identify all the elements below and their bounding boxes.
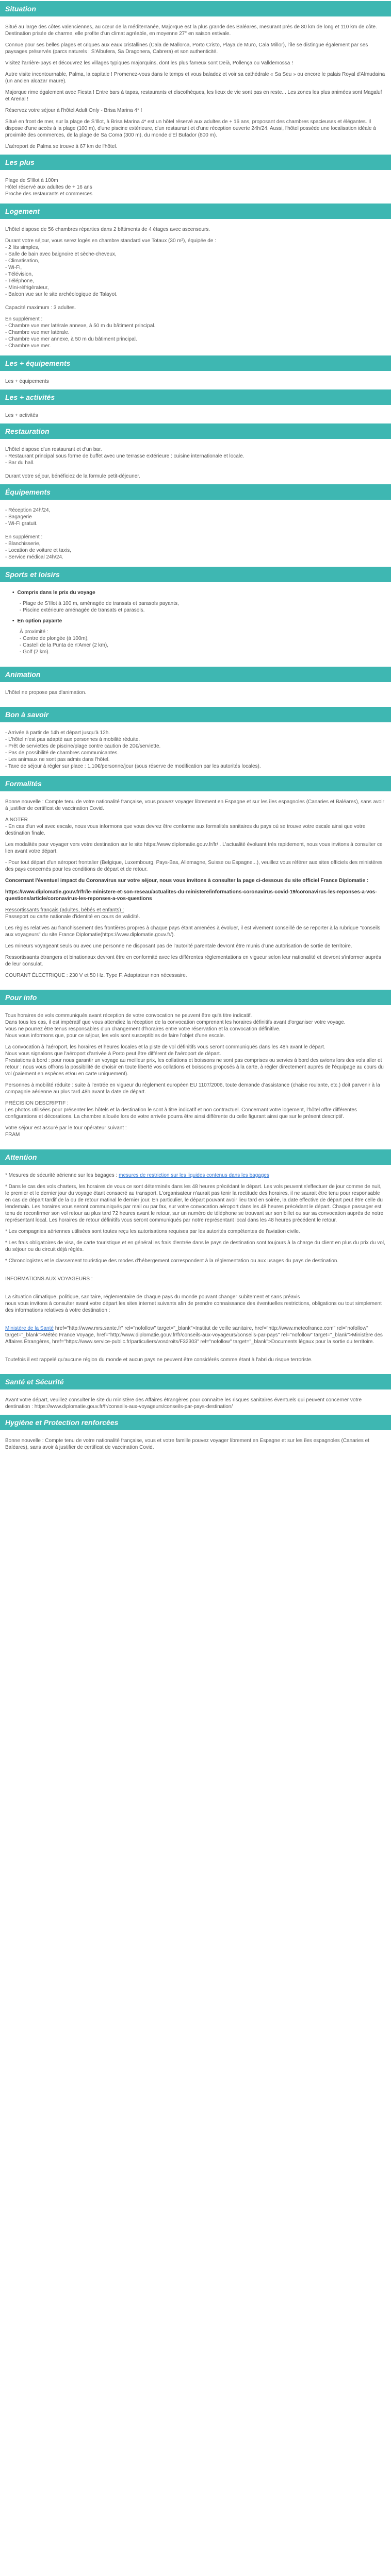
paragraph: Personnes à mobilité réduite : suite à l'entrée en vigueur du règlement européen EU 1107/2006, toute demande d'assistance (chaise roulante, etc.) doit parvenir à la compagnie aérienne au plus tard 48h avant la date de départ. [5, 1082, 380, 1095]
section-logement [0, 226, 391, 354]
list-item: - Chambre vue mer. [5, 343, 51, 349]
list-item: - Service médical 24h/24. [5, 554, 63, 560]
list-item: - Climatisation, [5, 258, 40, 264]
paragraph: Prestations à bord : pour nous garantir un voyage au meilleur prix, les collations et boissons ne sont pas comprises ou servies à bord des avions lors des vols aller et retour : nous vous offrons la possibilité de choisir en toute liberté vos collations et boissons proposés à la carte, à régler directement auprès de l'équipage au cours du vol (paiement en espèces et/ou en carte uniquement). [5, 1058, 384, 1077]
section-bon-a-savoir [0, 730, 391, 775]
paragraph-bold-link: https://www.diplomatie.gouv.fr/fr/le-ministere-et-son-reseau/actualites-du-ministere/informations-coronavirus-covid-19/coronavirus-les-reponses-a-vos-questions/article/coronavirus-les-reponses-a-vos-questions [5, 889, 377, 902]
section-formalites [0, 799, 391, 989]
bullet-heading: • Compris dans le prix du voyage [12, 589, 386, 596]
list-item: - Blanchisserie, [5, 541, 41, 547]
paragraph: A NOTER [5, 817, 28, 823]
section-activites-plus [0, 412, 391, 419]
section-restauration [0, 446, 391, 480]
paragraph: Visitez l'arrière-pays et découvrez les villages typiques majorquins, dont les plus fameux sont Deià, Pollença ou Valldemossa ! [5, 60, 293, 66]
section-hygiene [0, 1437, 391, 1451]
section-header-activites-plus: Les + activités [0, 389, 391, 405]
section-header-formalites: Formalités [0, 776, 391, 791]
list-item: - 2 lits simples, [5, 245, 40, 250]
paragraph: Les mineurs voyageant seuls ou avec une personne ne disposant pas de l'autorité parentale devront être munis d'une autorisation de sortie de territoire. [5, 943, 352, 949]
section-equipements-plus [0, 378, 391, 385]
section-situation [0, 24, 391, 150]
section-header-attention: Attention [0, 1149, 391, 1165]
section-header-situation: Situation [0, 1, 391, 16]
paragraph: L'aéroport de Palma se trouve à 67 km de l'hôtel. [5, 144, 118, 149]
section-header-sports: Sports et loisirs [0, 567, 391, 582]
list-item: Plage de S'Illot à 100m [5, 178, 58, 183]
list-item: - Golf (2 km). [20, 649, 50, 655]
paragraph: Autre visite incontournable, Palma, la capitale ! Promenez-vous dans le temps et vous baladez et voir sa cathédrale « Sa Seu » ou encore le palais Royal d'Almudaina (un ancien alcazar maure). [5, 72, 385, 84]
paragraph: Ressortissants étrangers et binationaux devront être en conformité avec les différentes réglementations en vigueur selon leur nationalité et devront s'informer auprès de leur consulat. [5, 955, 381, 967]
paragraph: Capacité maximum : 3 adultes. [5, 305, 76, 311]
paragraph [5, 1325, 386, 1345]
paragraph-text: href="http://www.mrs.sante.fr" rel="nofollow" target="_blank">Institut de veille sanitaire, href="http://www.meteofrance.com" rel="nofollow" target="_blank">Météo France Voyage, href="http://www.diplomatie.gouv.fr/fr/conseils-aux-voyageurs/conseils-par-pays" rel="nofollow" target="_blank">Ministère des Affaires Étrangères, href="https://www.service-public.fr/particuliers/vosdroits/F32303" rel="nofollow" target="_blank">Documents légaux pour la sortie du territoire. [5, 1326, 383, 1345]
list-item: - Mini-réfrigérateur, [5, 285, 49, 291]
list-item: - Taxe de séjour à régler sur place : 1,10€/personne/jour (sous réserve de modification par les autorités locales). [5, 764, 261, 769]
paragraph: Les + équipements [5, 379, 49, 384]
paragraph: En supplément : [5, 534, 43, 540]
list-item: - Pas de possibilité de chambres communicantes. [5, 750, 119, 756]
paragraph: Toutefois il est rappelé qu'aucune région du monde et aucun pays ne peuvent être considérés comme étant à l'abri du risque terroriste. [5, 1357, 313, 1363]
paragraph: L'hôtel dispose d'un restaurant et d'un bar. [5, 447, 102, 452]
bullet-heading: • En option payante [12, 618, 386, 624]
paragraph: Situé au large des côtes valenciennes, au cœur de la méditerranée, Majorque est la plus grande des Baléares, mesurant près de 80 km de long et 110 km de côte. Destination prisée de charme, elle profite d'un climat agréable, en moyenne 27° en saison estivale. [5, 24, 377, 37]
list-item: - Arrivée à partir de 14h et départ jusqu'à 12h. [5, 730, 110, 736]
section-header-animation: Animation [0, 667, 391, 682]
list-item: - Les animaux ne sont pas admis dans l'hôtel. [5, 757, 110, 762]
paragraph: Dans tous les cas, il est impératif que vous attendiez la réception de la convocation comprenant les horaires définitifs avant d'organiser votre voyage. [5, 1020, 346, 1025]
paragraph: PRÉCISION DESCRIPTIF : [5, 1100, 69, 1106]
paragraph: Durant votre séjour, vous serez logés en chambre standard vue Totaux (30 m²), équipée de : [5, 238, 216, 244]
list-item: - Restaurant principal sous forme de buffet avec une terrasse extérieure : cuisine internationale et locale. [5, 453, 245, 459]
section-header-logement: Logement [0, 204, 391, 219]
list-item: - Téléphone, [5, 278, 34, 284]
paragraph: Ressortissants français (adultes, bébés et enfants) : [5, 907, 124, 913]
paragraph: La situation climatique, politique, sanitaire, réglementaire de chaque pays du monde pouvant changer subitement et sans préavis [5, 1294, 300, 1300]
paragraph: Nous vous signalons que l'aéroport d'arrivée à Porto peut être différent de l'aéroport de départ. [5, 1051, 221, 1057]
paragraph: Réservez votre séjour à l'hôtel Adult Only - Brisa Marina 4* ! [5, 108, 142, 113]
list-item: - Centre de plongée (à 100m), [20, 636, 89, 641]
section-plus [0, 177, 391, 202]
paragraph-bold: Concernant l'éventuel impact du Coronavirus sur votre séjour, nous vous invitons à consulter la page ci-dessous du site officiel France Diplomatie : [5, 878, 369, 884]
paragraph: * Les frais obligatoires de visa, de carte touristique et en général les frais d'entrée dans le pays de destination sont toujours à la charge du client en plus du prix du vol, du séjour ou du circuit déjà réglés. [5, 1240, 385, 1252]
list-item: - Plage de S'Illot à 100 m, aménagée de transats et parasols payants, [20, 601, 179, 606]
list-item: - Castell de la Punta de n'Amer (2 km), [20, 642, 108, 648]
paragraph: nous vous invitons à consulter avant votre départ les sites internet suivants afin de prendre connaissance des éventuelles restrictions, obligations ou tout simplement des informations relatives à votre destination : [5, 1301, 382, 1313]
paragraph: Vous ne pourrez être tenus responsables d'un changement d'horaires entre votre réservation et la convocation définitive. [5, 1026, 281, 1032]
paragraph: Nous vous informons que, pour ce séjour, les vols sont susceptibles de faire l'objet d'une escale. [5, 1033, 225, 1039]
paragraph: L'hôtel ne propose pas d'animation. [5, 690, 87, 696]
list-item: Hôtel réservé aux adultes de + 16 ans [5, 184, 92, 190]
paragraph: INFORMATIONS AUX VOYAGEURS : [5, 1276, 93, 1282]
section-header-equipements: Équipements [0, 484, 391, 500]
paragraph [5, 1172, 386, 1179]
paragraph: Votre séjour est assuré par le tour opérateur suivant : [5, 1125, 127, 1131]
paragraph: * Chronologistes et le classement touristique des modes d'hébergement correspondent à la réglementation ou aux usages du pays de destination. [5, 1258, 339, 1264]
list-item: - Bagagerie [5, 514, 32, 520]
paragraph: Bonne nouvelle : Compte tenu de votre nationalité française, vous et votre famille pouvez voyager librement en Espagne et sur les îles espagnoles (Canaries et Baléares), sans avoir à justifier de certificat de vaccination Covid. [5, 1438, 369, 1450]
paragraph: Bonne nouvelle : Compte tenu de votre nationalité française, vous pouvez voyager librement en Espagne et sur les îles espagnoles (Canaries et Baléares), sans avoir à justifier de certificat de vaccination Covid. [5, 799, 384, 811]
list-item: - Location de voiture et taxis, [5, 548, 71, 553]
paragraph: Situé en front de mer, sur la plage de S'Illot, à Brisa Marina 4* est un hôtel réservé aux adultes de + 16 ans, proposant des chambres spacieuses et élégantes. Il dispose d'une accès à la plage (100 m), d'une piscine extérieure, d'un restaurant et d'une réception ouverte 24h/24. Aussi, l'hôtel possède une localisation idéale à proximité des commerces, de la plage de Sa Coma (300 m), du monde d'El Bufador (800 m). [5, 119, 376, 138]
paragraph: - En cas d'un vol avec escale, nous vous informons que vous devrez être conforme aux formalités sanitaires du pays où se trouve votre escale ainsi que votre destination finale. [5, 824, 366, 836]
list-item: - Balcon vue sur le site archéologique de Talayot. [5, 292, 118, 297]
paragraph: En supplément : [5, 316, 43, 322]
paragraph: Majorque rime également avec Fiesta ! Entre bars à tapas, restaurants et discothèques, les lieux de vie sont pas en reste... Les zones les plus animées sont Magaluf et Arenal ! [5, 90, 382, 102]
paragraph: - Pour tout départ d'un aéroport frontalier (Belgique, Luxembourg, Pays-Bas, Allemagne, Suisse ou Espagne...), veuillez vous référer aux sites officiels des ministères des pays concernés pour les conditions de départ et de retour. [5, 860, 383, 872]
section-equipements [0, 507, 391, 566]
paragraph: FRAM [5, 1132, 20, 1138]
list-item: - Prêt de serviettes de piscine/plage contre caution de 20€/serviette. [5, 743, 161, 749]
section-header-equipements-plus: Les + équipements [0, 355, 391, 371]
list-item: - Salle de bain avec baignoire et sèche-cheveux, [5, 251, 117, 257]
section-sports [0, 589, 391, 666]
paragraph: La convocation à l'aéroport, les horaires et heures locales et la piste de vol définitifs vous seront communiqués dans les 48h avant le départ. [5, 1044, 325, 1050]
paragraph: Les modalités pour voyager vers votre destination sur le site https://www.diplomatie.gouv.fr/fr/ . L'actualité évoluant très rapidement, nous vous invitons à consulter ce lien avant votre départ. [5, 842, 383, 854]
section-header-hygiene: Hygiène et Protection renforcées [0, 1415, 391, 1430]
paragraph: * Les compagnies aériennes utilisées sont toutes reçu les autorisations requises par les autorités compétentes de l'aviation civile. [5, 1229, 300, 1234]
list-item: - Chambre vue mer latérale annexe, à 50 m du bâtiment principal. [5, 323, 156, 329]
section-animation [0, 689, 391, 706]
section-header-bon-a-savoir: Bon à savoir [0, 707, 391, 722]
paragraph: Passeport ou carte nationale d'identité en cours de validité. [5, 914, 140, 920]
list-item: Proche des restaurants et commerces [5, 191, 92, 197]
ministere-sante-link[interactable]: Ministère de la Santé [5, 1326, 54, 1331]
section-attention [0, 1172, 391, 1373]
list-item: - Chambre vue mer annexe, à 50 m du bâtiment principal. [5, 336, 137, 342]
paragraph: Tous horaires de vols communiqués avant réception de votre convocation ne peuvent être qu'à titre indicatif. [5, 1013, 252, 1019]
list-item: - Wi-Fi, [5, 265, 22, 270]
section-header-pour-info: Pour info [0, 990, 391, 1005]
page [0, 1, 391, 1451]
paragraph: COURANT ÉLECTRIQUE : 230 V et 50 Hz. Type F. Adaptateur non nécessaire. [5, 973, 187, 978]
section-pour-info [0, 1012, 391, 1148]
list-item: - Réception 24h/24, [5, 507, 51, 513]
section-header-restauration: Restauration [0, 423, 391, 439]
list-item: - L'hôtel n'est pas adapté aux personnes à mobilité réduite. [5, 737, 140, 742]
paragraph: Les photos utilisées pour présenter les hôtels et la destination le sont à titre indicatif et non contractuel. Concernant votre logement, l'hôtel offre différentes configurations et décorations. La chambre allouée lors de votre arrivée pourra être ainsi différente du celle figurant ainsi que sur le présent descriptif. [5, 1107, 357, 1120]
paragraph: Connue pour ses belles plages et criques aux eaux cristallines (Cala de Mallorca, Porto Cristo, Playa de Muro, Cala Millor), l'île se distingue également par ses paysages préservés (parcs naturels : S'Albufera, Sa Dragonera, Cabrera) et son authenticité. [5, 42, 368, 55]
paragraph: Durant votre séjour, bénéficiez de la formule petit-déjeuner. [5, 473, 140, 479]
paragraph: L'hôtel dispose de 56 chambres réparties dans 2 bâtiments de 4 étages avec ascenseurs. [5, 227, 210, 232]
restriction-liquides-link[interactable]: mesures de restriction sur les liquides contenus dans les bagages [119, 1173, 269, 1178]
paragraph: À proximité : [20, 629, 48, 635]
list-item: - Télévision, [5, 272, 33, 277]
list-item: - Chambre vue mer latérale. [5, 330, 70, 335]
paragraph: Les + activités [5, 413, 38, 418]
section-header-plus: Les plus [0, 155, 391, 170]
paragraph: * Dans le cas des vols charters, les horaires de vous ce sont déterminés dans les 48 heures précédant le départ. Les vols peuvent s'effectuer de jour comme de nuit, le premier et le dernier jour du voyage étant consacré au transport. L'organisateur n'aurait pas tenir la rectitude des horaires, il ne saurait être tenu pour responsable en cas de départ tardif de la ou de retour matinal le dernier jour. En particulier, le départ pouvant avoir lieu tard en soirée, la date effective de départ peut être celle du lendemain. Les horaires vous seront communiqués par mail ou par fax, sur votre convocation aéroport dans les 48 heures précédant le départ. Chaque passager est tenu de reconfirmer son vol retour au plus tard 72 heures avant le retour, sur un numéro de téléphone se trouvant sur son billet ou sur sa convocation auprès de notre représentant local. Les horaires de retour définitifs vous seront communiqués par notre représentant local dans les 48 heures précédent le retour. [5, 1184, 384, 1223]
section-sante [0, 1397, 391, 1410]
paragraph: Les règles relatives au franchissement des frontières propres à chaque pays étant amenées à évoluer, il est vivement conseillé de se reporter à la rubrique "conseils aux voyageurs" du site France Diplomatie(https://www.diplomatie.gouv.fr/). [5, 925, 381, 938]
list-item: - Wi-Fi gratuit. [5, 521, 38, 527]
section-header-sante: Santé et Sécurité [0, 1374, 391, 1389]
paragraph-text: * Mesures de sécurité aérienne sur les bagages : [5, 1173, 118, 1178]
list-item: - Piscine extérieure aménagée de transats et parasols. [20, 607, 145, 613]
list-item: - Bar du hall. [5, 460, 35, 466]
paragraph: Avant votre départ, veuillez consulter le site du ministère des Affaires étrangères pour connaître les risques sanitaires éventuels qui peuvent concerner votre destination : https://www.diplomatie.gouv.fr/fr/conseils-aux-voyageurs/conseils-par-pays-destination/ [5, 1397, 362, 1410]
